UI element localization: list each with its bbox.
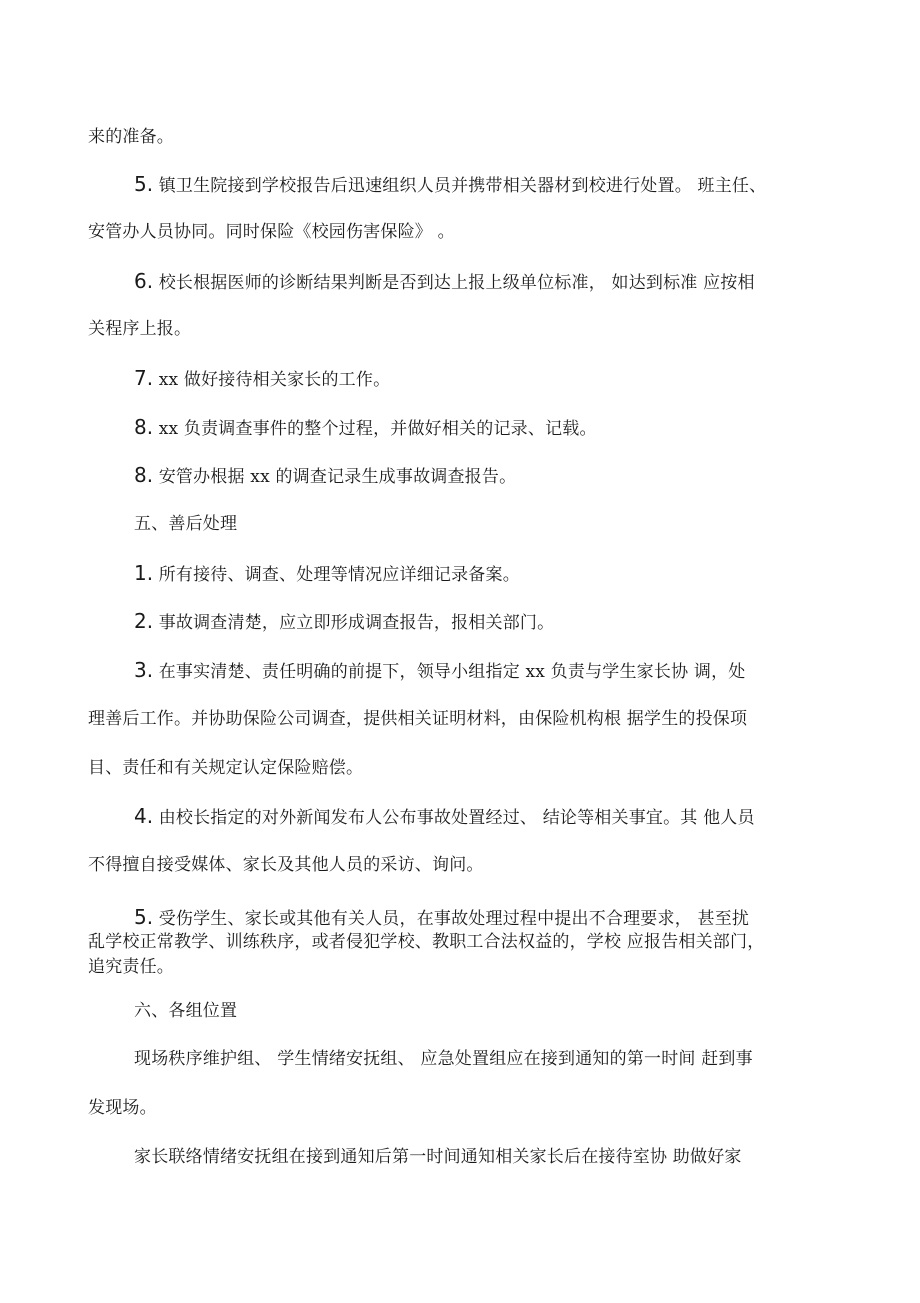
line-text: 由校长指定的对外新闻发布人公布事故处置经过、 结论等相关事宜。其 他人员 bbox=[158, 808, 755, 828]
text-line bbox=[88, 708, 747, 730]
list-item bbox=[134, 659, 746, 683]
section-heading bbox=[134, 513, 237, 535]
line-text: xx 做好接待相关家长的工作。 bbox=[158, 370, 391, 390]
text-line bbox=[88, 757, 363, 779]
line-text: 不得擅自接受媒体、家长及其他人员的采访、询问。 bbox=[88, 855, 484, 875]
line-text: 在事实清楚、责任明确的前提下，领导小组指定 xx 负责与学生家长协 调，处 bbox=[158, 662, 746, 682]
item-number: 8. bbox=[134, 415, 154, 439]
text-line bbox=[88, 126, 174, 148]
text-line bbox=[134, 1048, 753, 1070]
line-text: 来的准备。 bbox=[88, 127, 174, 147]
text-line bbox=[88, 956, 174, 978]
list-item bbox=[134, 610, 554, 634]
line-text: 镇卫生院接到学校报告后迅速组织人员并携带相关器材到校进行处置。 班主任、 bbox=[158, 176, 767, 196]
line-text: 安管办根据 xx 的调查记录生成事故调查报告。 bbox=[158, 467, 517, 487]
line-text: 事故调查清楚，应立即形成调查报告，报相关部门。 bbox=[158, 613, 555, 633]
list-item bbox=[134, 416, 597, 440]
list-item bbox=[134, 906, 749, 930]
item-number: 5. bbox=[134, 172, 154, 196]
line-text: xx 负责调查事件的整个过程，并做好相关的记录、记载。 bbox=[158, 419, 597, 439]
line-text: 乱学校正常教学、训练秩序，或者侵犯学校、教职工合法权益的，学校 应报告相关部门， bbox=[88, 932, 765, 952]
list-item bbox=[134, 562, 520, 586]
item-number: 7. bbox=[134, 366, 154, 390]
text-line bbox=[88, 1097, 157, 1119]
item-number: 5. bbox=[134, 905, 154, 929]
text-line bbox=[88, 221, 455, 243]
line-text: 所有接待、调查、处理等情况应详细记录备案。 bbox=[158, 565, 520, 585]
item-number: 3. bbox=[134, 658, 154, 682]
line-text: 家长联络情绪安抚组在接到通知后第一时间通知相关家长后在接待室协 助做好家 bbox=[134, 1147, 742, 1167]
text-line bbox=[88, 854, 484, 876]
item-number: 6. bbox=[134, 269, 154, 293]
list-item bbox=[134, 173, 766, 197]
line-text: 校长根据医师的诊断结果判断是否到达上报上级单位标准， 如达到标准 应按相 bbox=[158, 273, 755, 293]
line-text: 现场秩序维护组、 学生情绪安抚组、 应急处置组应在接到通知的第一时间 赶到事 bbox=[134, 1049, 753, 1069]
line-text: 目、责任和有关规定认定保险赔偿。 bbox=[88, 758, 364, 778]
line-text: 受伤学生、家长或其他有关人员，在事故处理过程中提出不合理要求， 甚至扰 bbox=[158, 909, 750, 929]
line-text: 发现场。 bbox=[88, 1098, 157, 1118]
list-item bbox=[134, 805, 755, 829]
section-heading bbox=[134, 1000, 237, 1022]
item-number: 2. bbox=[134, 609, 154, 633]
item-number: 1. bbox=[134, 561, 154, 585]
item-number: 4. bbox=[134, 804, 154, 828]
text-line bbox=[88, 318, 191, 340]
line-text: 关程序上报。 bbox=[88, 319, 192, 339]
list-item bbox=[134, 464, 516, 488]
list-item bbox=[134, 270, 755, 294]
list-item bbox=[134, 367, 390, 391]
item-number: 8. bbox=[134, 463, 154, 487]
text-line bbox=[88, 931, 764, 953]
line-text: 追究责任。 bbox=[88, 957, 174, 977]
line-text: 安管办人员协同。同时保险《校园伤害保险》 。 bbox=[88, 222, 455, 242]
heading-text: 五、善后处理 bbox=[134, 514, 238, 534]
line-text: 理善后工作。并协助保险公司调查，提供相关证明材料，由保险机构根 据学生的投保项 bbox=[88, 709, 748, 729]
heading-text: 六、各组位置 bbox=[134, 1001, 238, 1021]
text-line bbox=[134, 1146, 742, 1168]
